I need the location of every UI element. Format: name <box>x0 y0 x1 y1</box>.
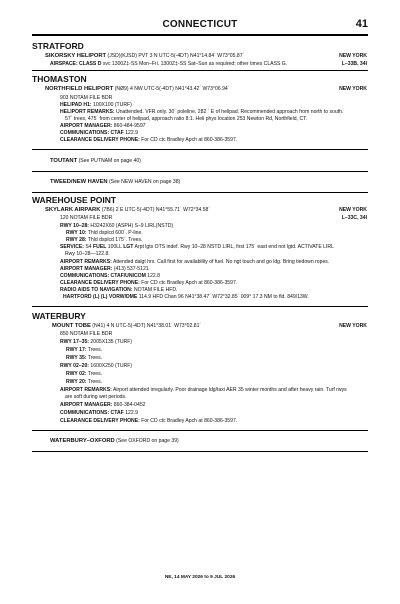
region-label: NEW YORK <box>339 323 367 329</box>
runway-02-20: RWY 02–20: 1600X250 (TURF) <box>60 363 133 369</box>
airport-remarks: AIRPORT REMARKS: Airport attended irregularly. Poor drainage ldg/taxi AER 35 winter months and after heavy rain. Turf rwys <box>60 387 347 393</box>
clearance-delivery: CLEARANCE DELIVERY PHONE: For CD ctc Bradley Apch at 860-386-3597. <box>60 418 238 424</box>
airport-manager: AIRPORT MANAGER: 860-384-0452 <box>60 402 146 408</box>
heliport-remarks: HELIPORT REMARKS: Unattended. VFR only. 30´ poleline, 282 ´ E of helipad. Recommended approach from north to south. <box>60 109 344 115</box>
runway-20: RWY 20: Trees. <box>66 379 103 385</box>
vor-line: HARTFORD (L) (L) VORW/DME 114.9 HFD Chan 96 N41°38.47´ W72°32.85´ 009° 17.3 NM to fld. 849/13W. <box>63 294 309 300</box>
runway-10: RWY 10: Thld dsplcd 600´. P-line. <box>66 230 143 236</box>
runway-17: RWY 17: Trees. <box>66 347 103 353</box>
airport-skylark: SKYLARK AIRPARK (7B6) 2 E UTC-5(-4DT) N41°55.71´ W72°34.58´ <box>45 207 211 213</box>
airport-northfield: NORTHFIELD HELIPORT (NØ9) 4 NW UTC-5(-4DT) N41°43.42´ W73°06.94´ <box>45 86 230 92</box>
airport-remarks: AIRPORT REMARKS: Attended dalgt hrs. Call first for availability of fuel. No ngt touch and go ldg. Bring tiedown ropes. <box>60 259 330 265</box>
helipad-line: HELIPAD H1: 100X100 (TURF) <box>60 102 132 108</box>
chart-ref: L–33C, 34I <box>341 215 367 221</box>
communications: COMMUNICATIONS: CTAF 122.9 <box>60 130 138 136</box>
runway-28: RWY 28: Thld dsplcd 175´. Trees. <box>66 237 143 243</box>
section-rule <box>32 430 368 431</box>
communications: COMMUNICATIONS: CTAF/UNICOM 122.8 <box>60 273 160 279</box>
crossref-waterbury-oxford: WATERBURY–OXFORD (See OXFORD on page 39) <box>50 438 179 444</box>
region-label: NEW YORK <box>339 53 367 59</box>
crossref-toutant: TOUTANT (See PUTNAM on page 40) <box>50 158 141 164</box>
header-rule <box>32 34 368 36</box>
airport-sikorsky: SIKORSKY HELIPORT (JSD)(KJSD) PVT 3 N UTC-5(-4DT) N41°14.84´ W73°05.87´ <box>45 53 245 59</box>
elevation-line: 903 NOTAM FILE BDR <box>60 95 113 101</box>
city-thomaston: THOMASTON <box>32 74 87 84</box>
airport-remarks-cont: are soft during wet periods. <box>65 394 127 400</box>
effective-dates-footer: NE, 14 MAY 2026 to 9 JUL 2026 <box>164 575 236 580</box>
page-number: 41 <box>355 18 368 30</box>
elevation-line: 120 NOTAM FILE BDR <box>60 215 113 221</box>
service-line-cont: Rwy 10–28—122.8. <box>65 251 110 257</box>
page-header <box>0 17 400 33</box>
service-line: SERVICE: S4 FUEL 100LL LGT Arpt lgts OTS indef. Rwy 10–28 NSTD LIRL, first 175´ east end not lgtd. ACTIVATE LIRL <box>60 244 334 250</box>
state-title: CONNECTICUT <box>162 19 238 30</box>
city-warehouse-point: WAREHOUSE POINT <box>32 195 117 205</box>
section-rule <box>32 171 368 172</box>
crossref-tweed: TWEED/NEW HAVEN (See NEW HAVEN on page 38) <box>50 179 181 185</box>
section-rule <box>32 192 368 193</box>
elevation-line: 850 NOTAM FILE BDR <box>60 331 113 337</box>
heliport-remarks-cont: 57´ trees, 475´ from center of helipad, approach ratio 8:1. Heli phys location 253 Newton Rd, Northfield, CT. <box>65 116 308 122</box>
clearance-delivery: CLEARANCE DELIVERY PHONE: For CD ctc Bradley Apch at 860-386-3597. <box>60 137 238 143</box>
section-rule <box>32 149 368 150</box>
airport-manager: AIRPORT MANAGER: 860-484-9597 <box>60 123 146 129</box>
airport-mount-tobe: MOUNT TOBE (N41) 4 N UTC-5(-4DT) N41°38.01´ W73°02.81´ <box>52 323 202 329</box>
runway-02: RWY 02: Trees. <box>66 371 103 377</box>
runway-10-28: RWY 10–28: H3242X60 (ASPH) S–9 LIRL(NSTD) <box>60 223 174 229</box>
region-label: NEW YORK <box>339 207 367 213</box>
chart-ref: L–33B, 34I <box>341 61 367 67</box>
clearance-delivery: CLEARANCE DELIVERY PHONE: For CD ctc Bradley Apch at 860-386-3597. <box>60 280 238 286</box>
runway-35: RWY 35: Trees. <box>66 355 103 361</box>
airport-manager: AIRPORT MANAGER: (413) 537-5121 <box>60 266 149 272</box>
radio-aids: RADIO AIDS TO NAVIGATION: NOTAM FILE HFD. <box>60 287 178 293</box>
section-rule <box>32 451 368 452</box>
airspace-line: AIRSPACE: CLASS D svc 1300Z‡-SS Mon–Fri, 1300Z‡-SS Sat–Sun as required; other times CLASS G. <box>50 61 288 67</box>
communications: COMMUNICATIONS: CTAF 122.9 <box>60 410 138 416</box>
city-waterbury: WATERBURY <box>32 311 86 321</box>
section-rule <box>32 70 368 71</box>
city-stratford: STRATFORD <box>32 41 84 51</box>
region-label: NEW YORK <box>339 86 367 92</box>
runway-17-35: RWY 17–35: 2005X135 (TURF) <box>60 339 133 345</box>
section-rule <box>32 306 368 307</box>
